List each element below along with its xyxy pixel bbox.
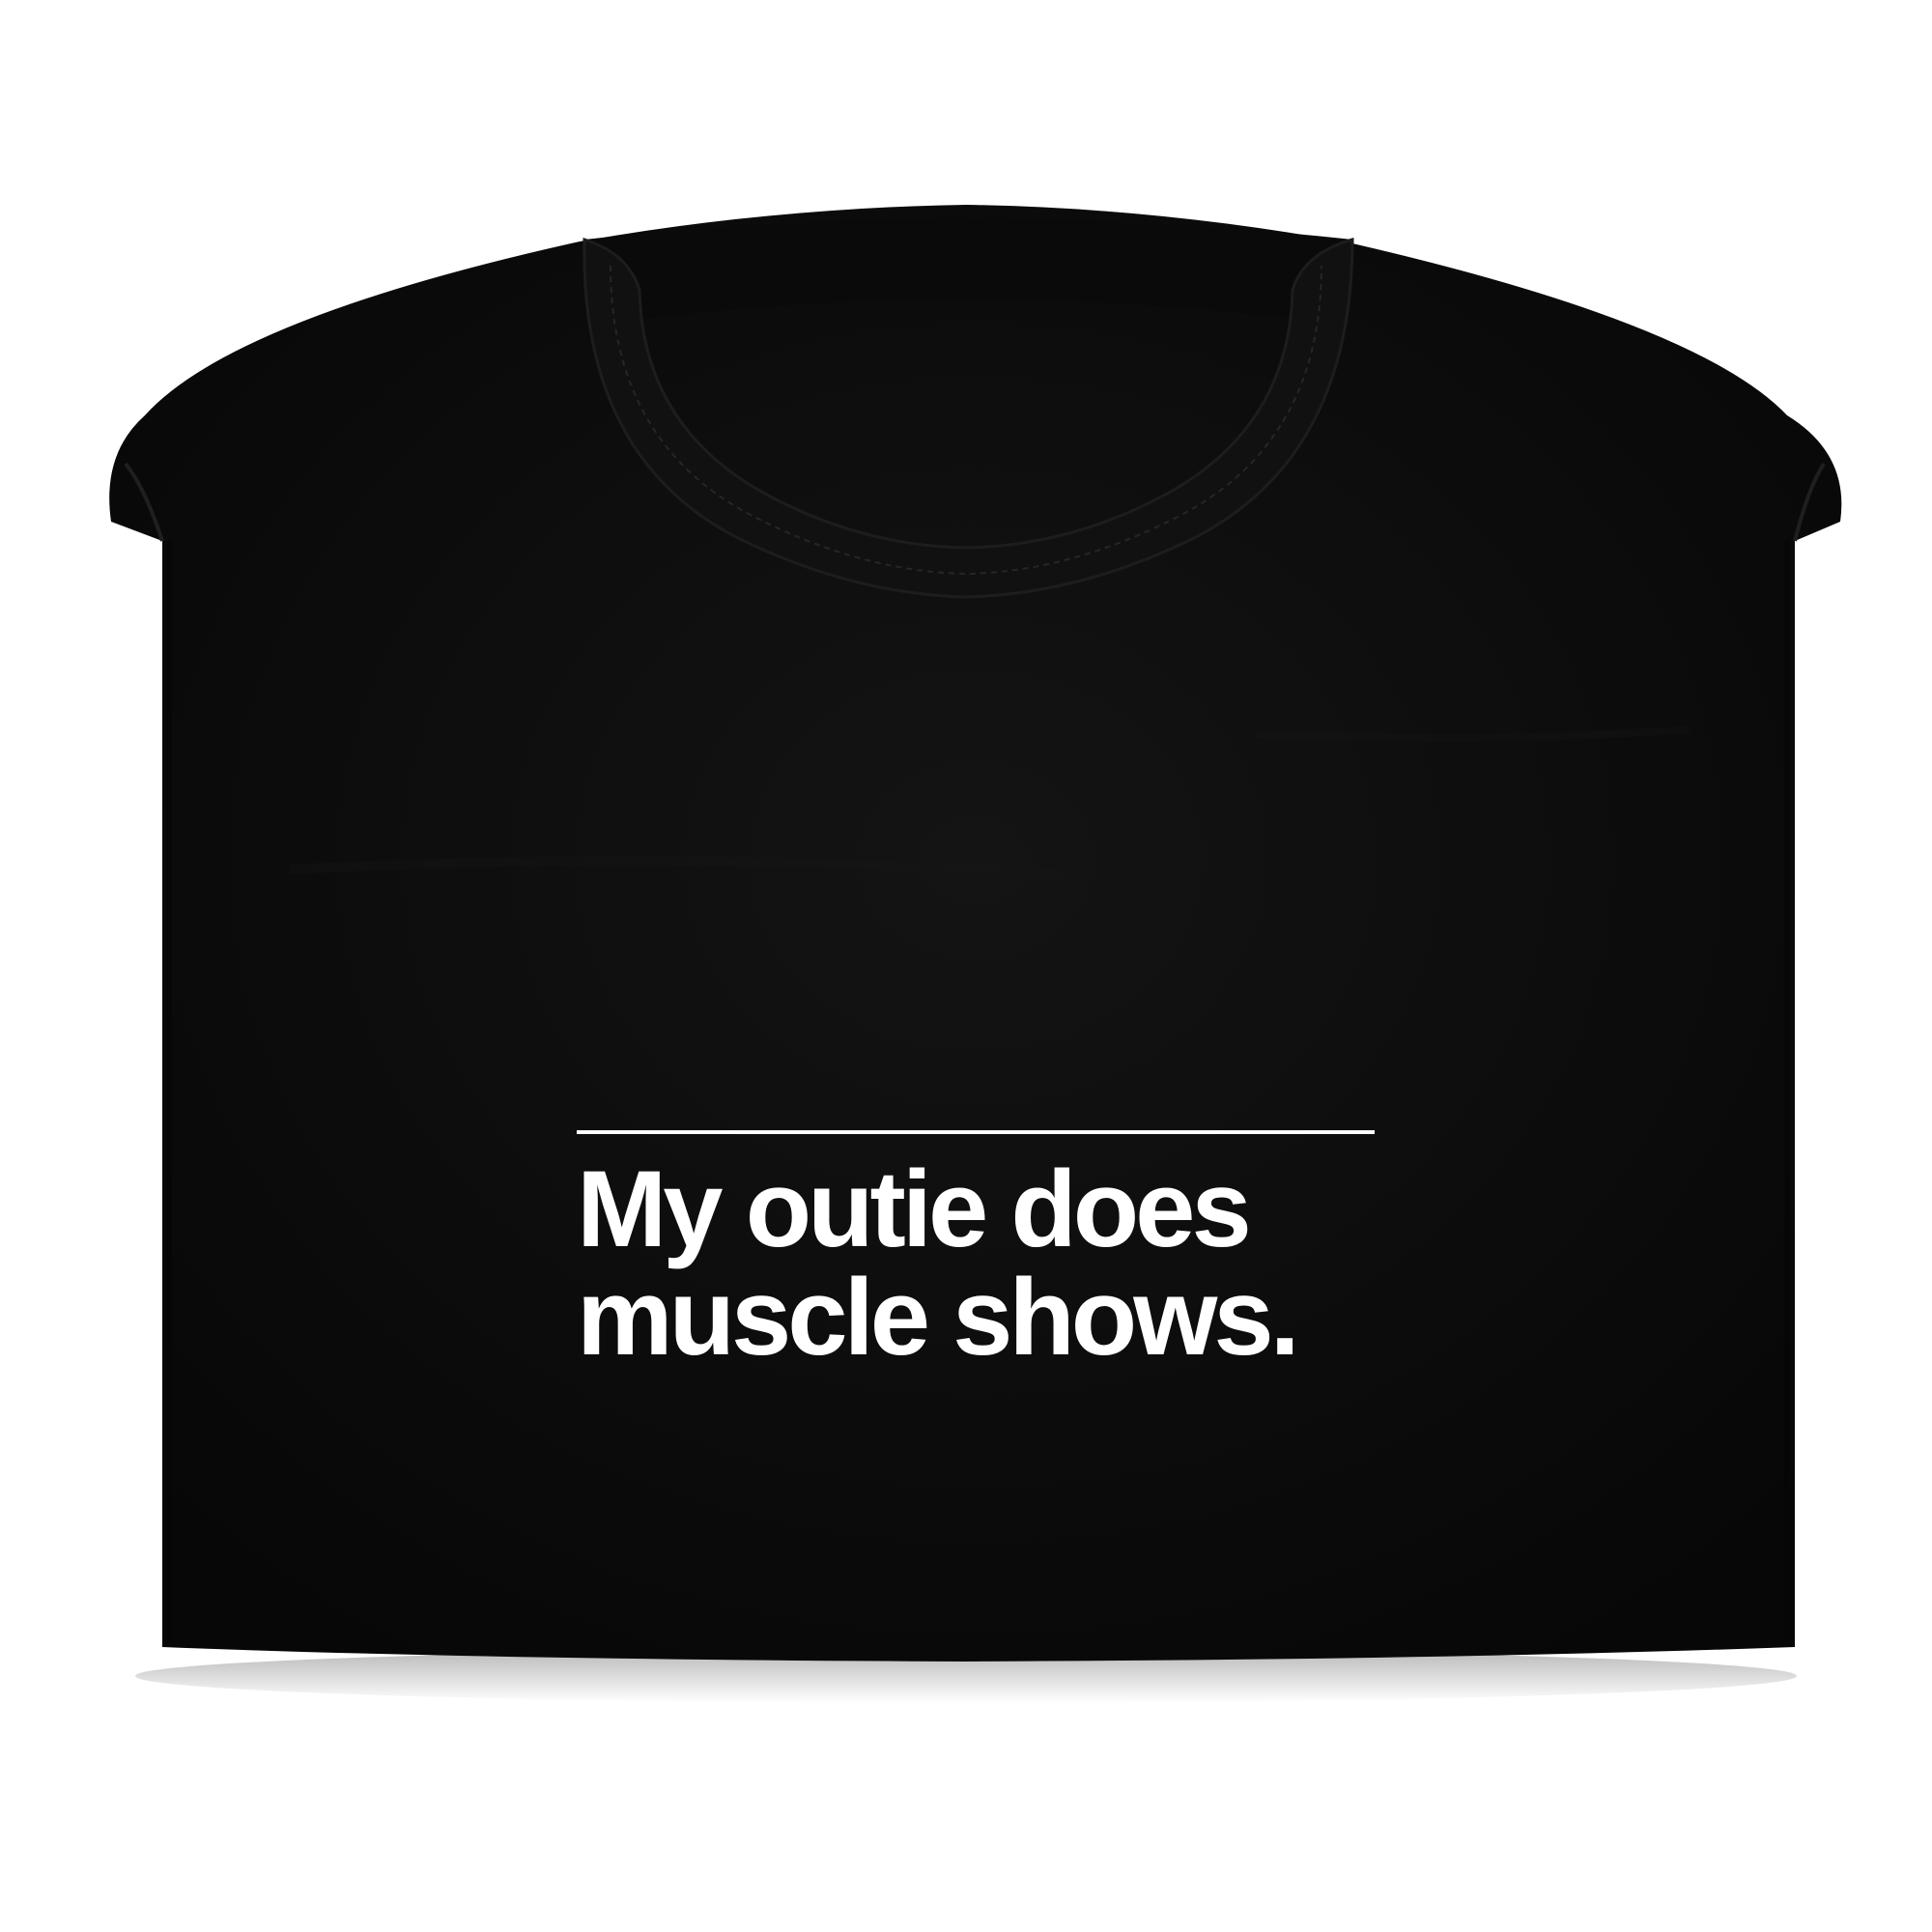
shirt-print (577, 1130, 1378, 1378)
print-text-line-2: muscle shows. (577, 1257, 1296, 1378)
print-divider-line (577, 1130, 1375, 1134)
shirt-body (109, 205, 1841, 1662)
print-text-line-1: My outie does (577, 1149, 1248, 1269)
